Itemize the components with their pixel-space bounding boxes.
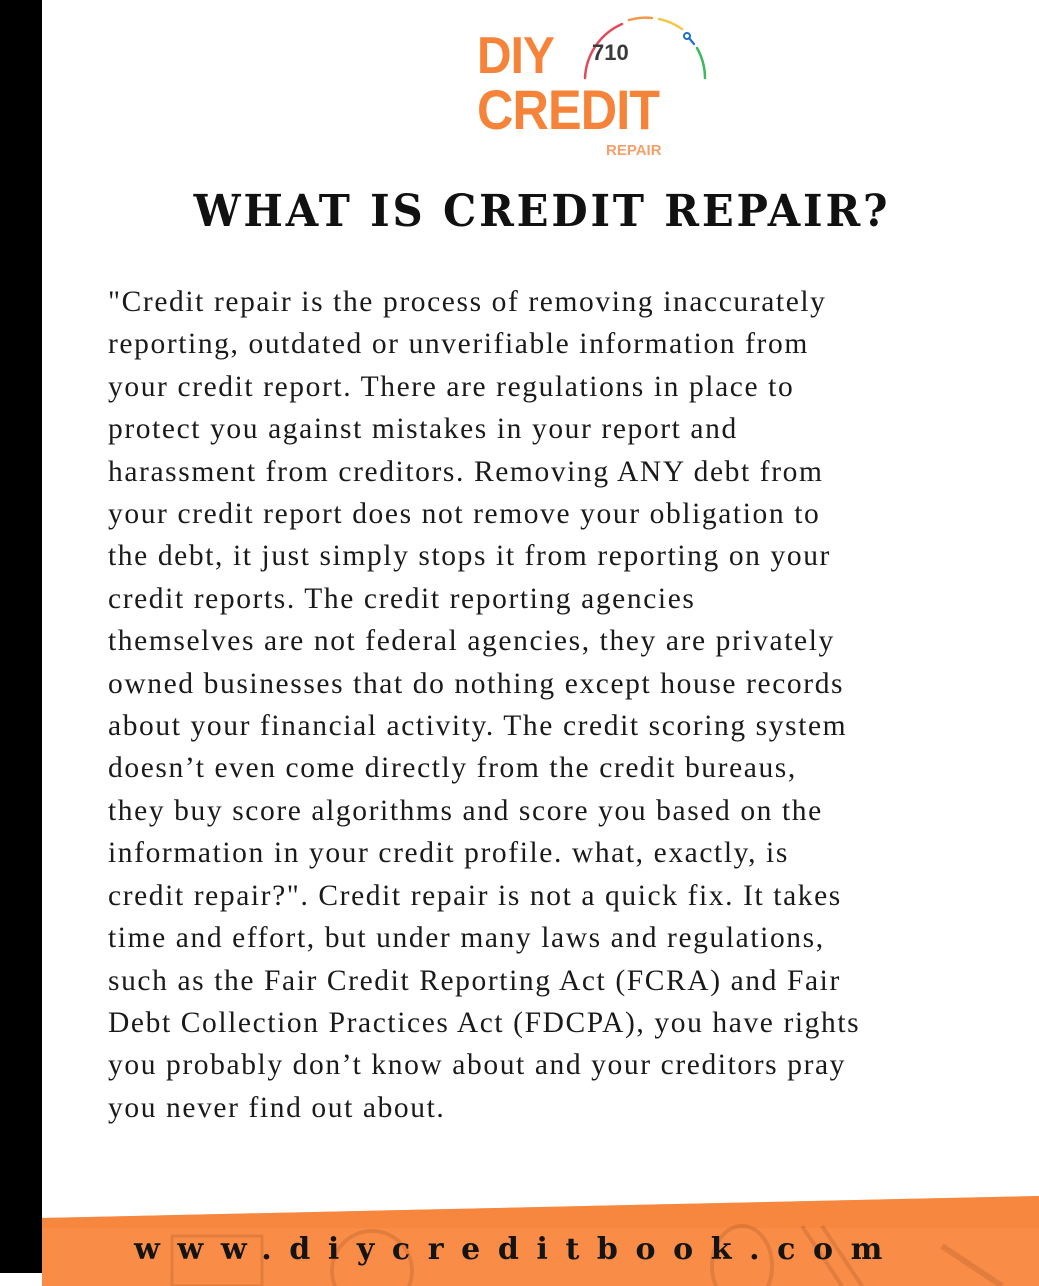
logo-text-repair: REPAIR [606, 142, 662, 159]
body-line: such as the Fair Credit Reporting Act (FCRA) and Fair [108, 964, 841, 997]
body-line: doesn’t even come directly from the credit bureaus, [108, 752, 797, 785]
document-page [42, 0, 1039, 1273]
body-line: credit repair?". Credit repair is not a quick fix. It takes [108, 879, 842, 912]
body-line: themselves are not federal agencies, they are privately [108, 625, 835, 658]
website-link[interactable]: www.diycreditbook.com [134, 1232, 900, 1267]
body-line: you probably don’t know about and your creditors pray [108, 1049, 847, 1082]
body-line: harassment from creditors. Removing ANY debt from [108, 455, 824, 488]
body-line: your credit report does not remove your obligation to [108, 498, 821, 531]
left-black-border [0, 0, 42, 1273]
body-line: about your financial activity. The credit scoring system [108, 710, 848, 743]
body-line: time and effort, but under many laws and regulations, [108, 922, 825, 955]
body-line: reporting, outdated or unverifiable information from [108, 328, 809, 361]
body-line: credit reports. The credit reporting agencies [108, 582, 696, 615]
logo-text-credit: CREDIT [477, 78, 660, 141]
body-line: the debt, it just simply stops it from reporting on your [108, 540, 831, 573]
body-line: your credit report. There are regulations in place to [108, 370, 795, 403]
brand-logo [477, 10, 717, 160]
body-line: Debt Collection Practices Act (FDCPA), you have rights [108, 1006, 861, 1039]
body-line: protect you against mistakes in your report and [108, 413, 738, 446]
logo-text-diy: DIY [477, 27, 554, 85]
logo-score: 710 [592, 40, 629, 65]
body-line: "Credit repair is the process of removing inaccurately [108, 286, 827, 318]
body-line: they buy score algorithms and score you based on the [108, 794, 823, 827]
page-title: WHAT IS CREDIT REPAIR? [193, 186, 891, 237]
body-paragraph [108, 281, 1008, 1129]
body-line: owned businesses that do nothing except house records [108, 667, 845, 700]
body-line: you never find out about. [108, 1091, 446, 1124]
body-line: information in your credit profile. what, exactly, is [108, 837, 789, 870]
